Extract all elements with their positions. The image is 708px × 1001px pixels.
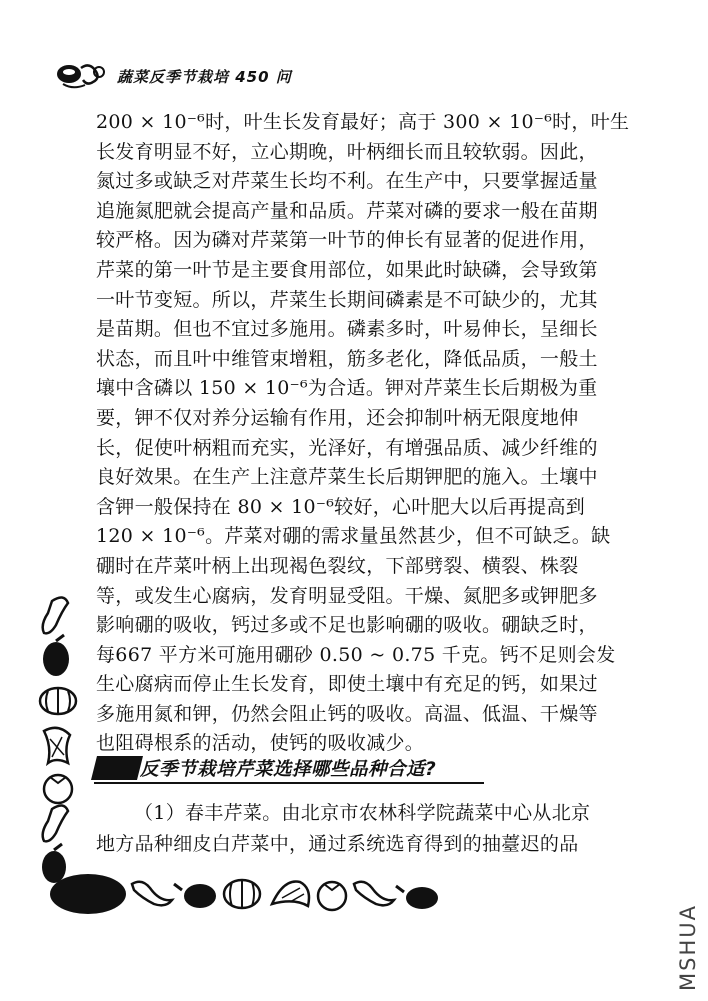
pepper-icon	[272, 881, 309, 906]
section-title: 反季节栽培芹菜选择哪些品种合适?	[140, 759, 437, 780]
watermark: MSHUA	[676, 904, 700, 991]
text-line: 状态，而且叶中维管束增粗，筋多老化，降低品质，一般土	[96, 347, 598, 370]
eggplant-icon	[43, 635, 69, 676]
text-line: 芹菜的第一叶节是主要食用部位，如果此时缺磷，会导致第	[96, 258, 598, 281]
pepper-icon	[44, 728, 70, 763]
text-line: 含钾一般保持在 80 × 10⁻⁶较好，心叶肥大以后再提高到	[96, 495, 586, 518]
text-line: 等，或发生心腐病，发育明显受阻。干燥、氮肥多或钾肥多	[96, 584, 598, 607]
text-line: 氮过多或缺乏对芹菜生长均不利。在生产中，只要掌握适量	[96, 170, 598, 193]
heading-marker-block	[91, 756, 143, 780]
text-line: 长，促使叶柄粗而充实，光泽好，有增强品质、减少纤维的	[96, 436, 598, 459]
text-line: 良好效果。在生产上注意芹菜生长后期钾肥的施入。土壤中	[96, 466, 598, 489]
text-line: 120 × 10⁻⁶。芹菜对硼的需求量虽然甚少，但不可缺乏。缺	[96, 525, 611, 548]
pumpkin-icon	[224, 880, 260, 908]
text-line: 长发育明显不好，立心期晚，叶柄细长而且较软弱。因此，	[96, 140, 598, 163]
eggplant-icon	[174, 884, 216, 908]
body-paragraph	[96, 108, 636, 759]
tomato-icon	[318, 882, 346, 910]
running-header-title: 蔬菜反季节栽培 450 问	[117, 68, 292, 86]
text-line: 也阻碍根系的活动，使钙的吸收减少。	[96, 732, 425, 755]
section-heading	[94, 752, 484, 784]
text-line: 是苗期。但也不宜过多施用。磷素多时，叶易伸长，呈细长	[96, 318, 598, 341]
black-oval-icon	[50, 874, 126, 914]
eggplant-icon	[396, 886, 438, 909]
cucumber-icon	[132, 882, 172, 906]
text-line: 较严格。因为磷对芹菜第一叶节的伸长有显著的促进作用，	[96, 229, 598, 252]
text-line: 地方品种细皮白芹菜中，通过系统选育得到的抽薹迟的品	[96, 833, 579, 855]
text-line: 壤中含磷以 150 × 10⁻⁶为合适。钾对芹菜生长后期极为重	[96, 377, 598, 400]
text-line: 影响硼的吸收，钙过多或不足也影响硼的吸收。硼缺乏时，	[96, 614, 598, 637]
pumpkin-icon	[40, 688, 76, 714]
cucumber-icon	[43, 597, 68, 633]
tomato-icon	[44, 775, 72, 803]
text-line: 硼时在芹菜叶柄上出现褐色裂纹，下部劈裂、横裂、株裂	[96, 554, 579, 577]
heading-underline	[94, 782, 484, 784]
text-line: （1）春丰芹菜。由北京市农林科学院蔬菜中心从北京	[134, 802, 591, 824]
bottom-vegetable-strip	[50, 868, 480, 920]
text-line: 一叶节变短。所以，芹菜生长期间磷素是不可缺少的，尤其	[96, 288, 598, 311]
side-vegetable-decorations	[34, 595, 84, 895]
text-line: 每667 平方米可施用硼砂 0.50 ~ 0.75 千克。钙不足则会发	[96, 643, 616, 666]
text-line: 多施用氮和钾，仍然会阻止钙的吸收。高温、低温、干燥等	[96, 702, 598, 725]
text-line: 200 × 10⁻⁶时，叶生长发育最好；高于 300 × 10⁻⁶时，叶生	[96, 111, 630, 133]
page-header	[55, 60, 505, 90]
variety-paragraph	[96, 798, 636, 860]
cucumber-icon	[43, 805, 68, 841]
text-line: 追施氮肥就会提高产量和品质。芹菜对磷的要求一般在苗期	[96, 199, 598, 222]
vegetable-logo-icon	[55, 60, 107, 90]
text-line: 生心腐病而停止生长发育，即使土壤中有充足的钙，如果过	[96, 673, 598, 696]
text-line: 要，钾不仅对养分运输有作用，还会抑制叶柄无限度地伸	[96, 406, 579, 429]
cucumber-icon	[354, 882, 394, 906]
